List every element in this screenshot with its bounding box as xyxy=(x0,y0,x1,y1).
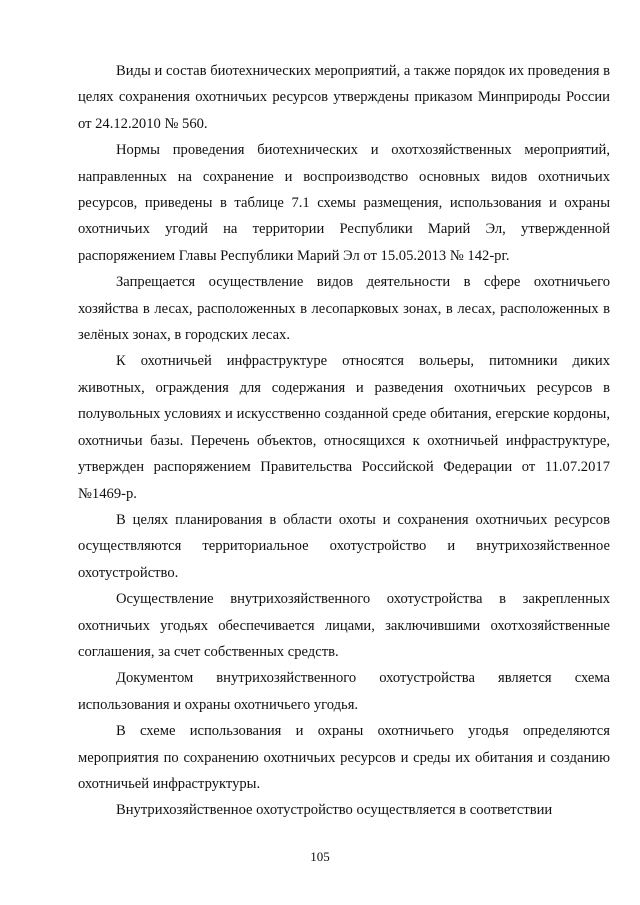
paragraph-1: Виды и состав биотехнических мероприятий, а также порядок их проведения в целях сохранения охотничьих ресурсов утверждены приказом Минприроды России от 24.12.2010 № 560. xyxy=(78,63,610,132)
page-number: 105 xyxy=(310,849,330,864)
paragraph-5: В целях планирования в области охоты и сохранения охотничьих ресурсов осуществляются территориальное охотустройство и внутрихозяйственное охотустройство. xyxy=(78,511,610,581)
body-text xyxy=(78,58,610,824)
paragraph-9: Внутрихозяйственное охотустройство осуществляется в соответствии xyxy=(116,802,553,819)
paragraph-8: В схеме использования и охраны охотничьего угодья определяются мероприятия по сохранению охотничьих ресурсов и среды их обитания и созданию охотничьей инфраструктуры. xyxy=(78,723,610,792)
paragraph-7: Документом внутрихозяйственного охотустройства является схема использования и охраны охотничьего угодья. xyxy=(78,670,610,713)
paragraph-2: Нормы проведения биотехнических и охотхозяйственных мероприятий, направленных на сохранение и воспроизводство основных видов охотничьих ресурсов, приведены в таблице 7.1 схемы размещения, использования и охраны охотничьих угодий на территории Республики Марий Эл, утвержденной распоряжением Главы Республики Марий Эл от 15.05.2013 № 142-рг. xyxy=(78,142,610,264)
paragraph-6: Осуществление внутрихозяйственного охотустройства в закрепленных охотничьих угодьях обеспечивается лицами, заключившими охотхозяйственные соглашения, за счет собственных средств. xyxy=(78,591,610,660)
paragraph-3: Запрещается осуществление видов деятельности в сфере охотничьего хозяйства в лесах, расположенных в лесопарковых зонах, в лесах, расположенных в зелёных зонах, в городских лесах. xyxy=(78,274,610,344)
paragraph-4: К охотничьей инфраструктуре относятся вольеры, питомники диких животных, ограждения для содержания и разведения охотничьих ресурсов в полувольных условиях и искусственно созданной среде обитания, егерские кордоны, охотничьи базы. Перечень объектов, относящихся к охотничьей инфраструктуре, утвержден распоряжением Правительства Российской Федерации от 11.07.2017 №1469-р. xyxy=(78,353,610,502)
